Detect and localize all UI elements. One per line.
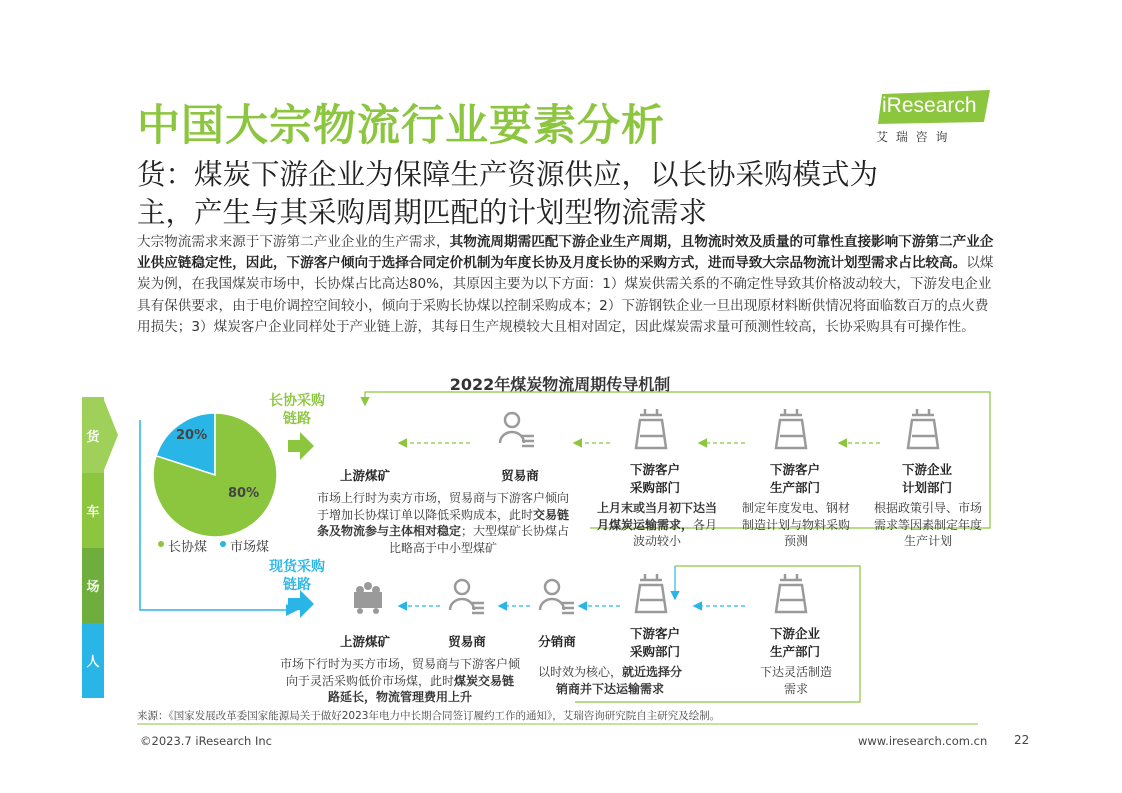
page-title: 中国大宗物流行业要素分析 (137, 101, 665, 151)
top-production-label: 下游客户 生产部门 (769, 462, 820, 495)
legend-long-term: 长协煤 (168, 540, 208, 555)
bottom-distributor-label: 分销商 (538, 634, 576, 649)
top-planning-desc: 根据政策引导、市场需求等因素制定年度生产计划 (873, 501, 982, 548)
top-trader-label: 贸易商 (501, 468, 539, 483)
top-mine-desc (312, 490, 574, 556)
bottom-mine-desc-text: 市场下行时为买方市场，贸易商与下游客户倾向于灵活采购低价市场煤，此时 (280, 657, 521, 688)
body-text-1: 大宗物流需求来源于下游第二产业企业的生产需求， (137, 234, 450, 250)
mine-cart-icon (354, 582, 382, 614)
long-term-chain-label: 长协采购 链路 (269, 393, 325, 427)
spot-chain-label: 现货采购 链路 (269, 559, 325, 593)
top-production-desc: 制定年度发电、钢材制造计划与物料采购预测 (741, 501, 850, 548)
page-number: 22 (1014, 733, 1030, 747)
top-mine-label: 上游煤矿 (339, 468, 390, 483)
top-mine-desc-1: 市场上行时为卖方市场，贸易商与下游客户倾向于增加长协煤订单以降低采购成本，此时 (316, 491, 569, 522)
bottom-mine-label: 上游煤矿 (339, 634, 390, 649)
bottom-enterprise-label: 下游企业 生产部门 (769, 626, 820, 659)
bottom-purchase-label: 下游客户 采购部门 (629, 626, 680, 659)
factory-icon-production (776, 409, 806, 448)
bottom-distributor-desc-bold: 就近选择分销商并下达运输需求 (555, 665, 683, 696)
top-purchase-label: 下游客户 采购部门 (629, 462, 680, 495)
legend-dot-market (220, 541, 226, 547)
trader-icon-bottom (450, 580, 484, 613)
bottom-trader-label: 贸易商 (448, 634, 486, 649)
top-purchase-desc (595, 500, 719, 550)
bottom-mine-desc-bold: 煤炭交易链路延长，物流管理费用上升 (327, 673, 515, 704)
top-purchase-desc-bold: 上月末或当月初下达当月煤炭运输需求， (596, 501, 717, 532)
top-purchase-desc-text: 各月波动较小 (632, 517, 718, 548)
source-note: 来源：《国家发展改革委国家能源局关于做好2023年电力中长期合同签订履约工作的通知》，艾瑞咨询研究院自主研究及绘制。 (137, 710, 721, 722)
subtitle-line-2: 主，产生与其采购周期匹配的计划型物流需求 (137, 196, 708, 229)
pie-chart (153, 413, 277, 537)
distributor-icon (540, 580, 574, 613)
bottom-mine-desc (280, 656, 520, 706)
sidebar-goods: 货 (86, 429, 100, 445)
factory-icon-planning (908, 409, 938, 448)
top-mine-desc-bold: 交易链条及物流参与主体相对稳定 (316, 507, 570, 538)
logo-brand: iResearch (882, 94, 977, 117)
diagram-title: 2022年煤炭物流周期传导机制 (449, 375, 671, 394)
logo-chinese: 艾 瑞 咨 询 (876, 130, 950, 144)
sidebar-people: 人 (86, 655, 100, 670)
subtitle-line-1: 货：煤炭下游企业为保障生产资源供应，以长协采购模式为 (137, 158, 879, 191)
factory-icon-bottom-purchase (636, 574, 666, 612)
top-mine-desc-2: ；大型煤矿长协煤占比略高于中小型煤矿 (388, 524, 570, 555)
sidebar-yard: 场 (86, 580, 100, 595)
website-url: www.iresearch.com.cn (858, 734, 988, 748)
legend-market: 市场煤 (230, 540, 270, 555)
factory-icon-purchase (636, 409, 666, 448)
bottom-enterprise-desc: 下达灵活制造需求 (759, 665, 832, 696)
bottom-distributor-desc-text: 以时效为核心， (537, 665, 622, 679)
sidebar-vehicle: 车 (86, 505, 100, 520)
pie-label-long: 80% (228, 486, 260, 501)
pie-label-market: 20% (176, 428, 208, 443)
body-text-bold: 其物流周期需匹配下游企业生产周期，且物流时效及质量的可靠性直接影响下游第二产业企业供应链稳定性，因此，下游客户倾向于选择合同定价机制为年度长协及月度长协的采购方式，进而导致大宗品物流计划型需求占比较高。 (137, 234, 994, 272)
body-text-2: 以煤炭为例，在我国煤炭市场中，长协煤占比高达80%，其原因主要为以下方面：1）煤炭供需关系的不确定性导致其价格波动较大，下游发电企业具有保供要求，由于电价调控空间较小，倾向于采购长协煤以控制采购成本；2）下游钢铁企业一旦出现原材料断供情况将面临数百万的点火费用损失；3）煤炭客户企业同样处于产业链上游，其每日生产规模较大且相对固定，因此煤炭需求量可预测性较高，长协采购具有可操作性。 (137, 255, 994, 335)
copyright: ©2023.7 iResearch Inc (140, 734, 272, 748)
factory-icon-bottom-enterprise (776, 574, 806, 612)
legend-dot-long (158, 541, 164, 547)
bottom-distributor-desc (535, 664, 685, 697)
trader-icon (500, 413, 534, 446)
top-planning-label: 下游企业 计划部门 (901, 462, 952, 495)
